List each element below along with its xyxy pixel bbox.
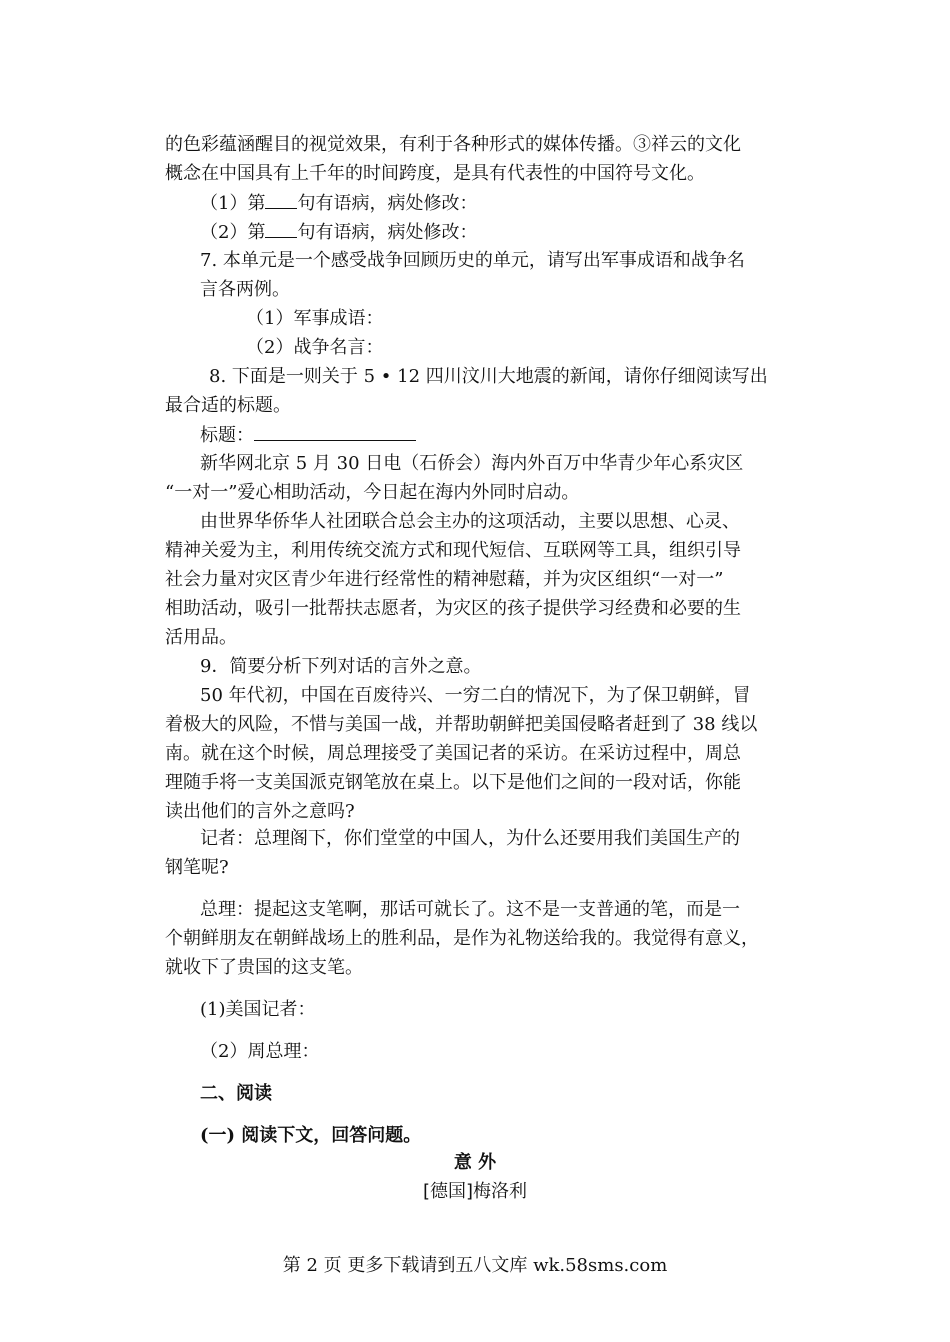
news-paragraph-2: 由世界华侨华人社团联合总会主办的这项活动，主要以思想、心灵、 xyxy=(200,511,740,532)
question-8: 8. 下面是一则关于 5 • 12 四川汶川大地震的新闻，请你仔细阅读写出 xyxy=(209,366,768,387)
text-line: 着极大的风险，不惜与美国一战，并帮助朝鲜把美国侵略者赶到了 38 线以 xyxy=(165,714,758,735)
question-6-item-2 xyxy=(200,219,477,246)
subsection-heading: (一) 阅读下文，回答问题。 xyxy=(200,1125,422,1146)
item-suffix: 句有语病，病处修改： xyxy=(297,222,478,243)
answer-premier: （2）周总理： xyxy=(200,1041,320,1062)
page-footer: 第 2 页 更多下载请到五八文库 wk.58sms.com xyxy=(282,1255,668,1276)
question-7-item-2: （2）战争名言： xyxy=(246,337,384,358)
title-field xyxy=(200,422,416,449)
story-author: [德国]梅洛利 xyxy=(422,1181,528,1202)
text-line: 相助活动，吸引一批帮扶志愿者，为灾区的孩子提供学习经费和必要的生 xyxy=(165,598,741,619)
question-7-item-1: （1）军事成语： xyxy=(246,308,384,329)
text-line: 就收下了贵国的这支笔。 xyxy=(165,957,363,978)
text-line: 个朝鲜朋友在朝鲜战场上的胜利品，是作为礼物送给我的。我觉得有意义， xyxy=(165,928,759,949)
question-6-item-1 xyxy=(200,190,477,217)
text-line: 理随手将一支美国派克钢笔放在桌上。以下是他们之间的一段对话，你能 xyxy=(165,772,741,793)
answer-blank[interactable] xyxy=(265,219,297,238)
item-prefix: （2）第 xyxy=(200,222,266,243)
section-heading: 二、阅读 xyxy=(200,1083,272,1104)
text-line: 钢笔呢? xyxy=(165,857,229,878)
premier-dialogue: 总理：提起这支笔啊，那话可就长了。这不是一支普通的笔，而是一 xyxy=(200,899,740,920)
item-prefix: （1）第 xyxy=(200,193,266,214)
text-line: 读出他们的言外之意吗? xyxy=(165,801,355,822)
story-title: 意 外 xyxy=(453,1152,497,1173)
text-line: 言各两例。 xyxy=(200,279,290,300)
text-line: 概念在中国具有上千年的时间跨度，是具有代表性的中国符号文化。 xyxy=(165,163,705,184)
title-label: 标题： xyxy=(200,425,254,446)
answer-blank[interactable] xyxy=(265,190,297,209)
text-line: “一对一”爱心相助活动，今日起在海内外同时启动。 xyxy=(165,482,580,503)
text-line: 活用品。 xyxy=(165,627,237,648)
reporter-dialogue: 记者：总理阁下，你们堂堂的中国人，为什么还要用我们美国生产的 xyxy=(200,828,740,849)
q9-paragraph: 50 年代初，中国在百废待兴、一穷二白的情况下，为了保卫朝鲜，冒 xyxy=(200,685,751,706)
text-line: 精神关爱为主，利用传统交流方式和现代短信、互联网等工具，组织引导 xyxy=(165,540,741,561)
text-line: 社会力量对灾区青少年进行经常性的精神慰藉，并为灾区组织“一对一” xyxy=(165,569,724,590)
text-line: 的色彩蕴涵醒目的视觉效果，有利于各种形式的媒体传播。③祥云的文化 xyxy=(165,134,741,155)
news-paragraph-1: 新华网北京 5 月 30 日电（石侨会）海内外百万中华青少年心系灾区 xyxy=(200,453,744,474)
answer-reporter: (1)美国记者： xyxy=(200,999,316,1020)
question-9: 9．简要分析下列对话的言外之意。 xyxy=(200,656,482,677)
text-line: 最合适的标题。 xyxy=(165,395,291,416)
item-suffix: 句有语病，病处修改： xyxy=(297,193,478,214)
text-line: 南。就在这个时候，周总理接受了美国记者的采访。在采访过程中，周总 xyxy=(165,743,741,764)
title-answer-blank[interactable] xyxy=(254,422,416,441)
question-7: 7. 本单元是一个感受战争回顾历史的单元，请写出军事成语和战争名 xyxy=(200,250,745,271)
